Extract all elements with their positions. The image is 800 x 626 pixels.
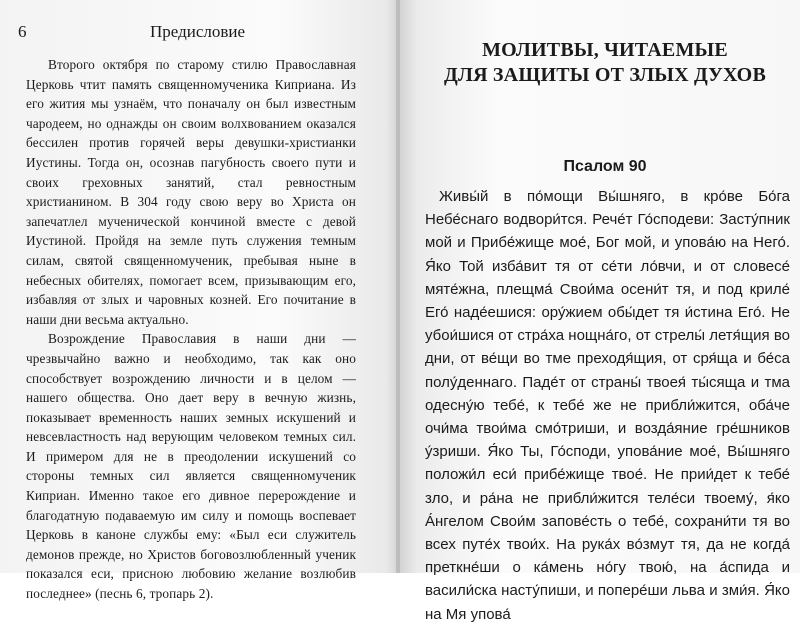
section-title <box>410 38 800 88</box>
section-title-line: МОЛИТВЫ, ЧИТАЕМЫЕ <box>482 39 728 61</box>
section-title-line: ДЛЯ ЗАЩИТЫ ОТ ЗЛЫХ ДУХОВ <box>444 64 766 86</box>
preface-paragraph: Возрождение Православия в наши дни — чрезвычайно важно и необходимо, так как оно способствует возрождению личности и в целом — нашего общества. Оно дает веру в вечную жизнь, показывает временность наших земных искушений и невсевластность над верующим человеком темных сил. И примером для не в преодолении искушений со стороны темных сил является священномученик Киприан. Именно такое его дивное перерождение и благодатную подаваемую им силу и помощь воспевает Церковь в каноне службы ему: «Был еси служитель демонов прежде, но Христов боговозлюбленный ученик показался еси, присною любовию желание возлюбив последнее» (песнь 6, тропарь 2). <box>26 331 356 602</box>
preface-paragraph: Второго октября по старому стилю Православная Церковь чтит память священномученика Киприана. Из его жития мы узнаём, что поначалу он был известным чародеем, но однажды он своим волхвованием оказался бессилен против горячей веры девушки-христианки Иустины. Тогда он, осознав пагубность своего пути и своих греховных занятий, стал ревностным христианином. В 304 году свою веру во Христа он запечатлел мученической кончиной вместе с девой Иустиной. Пройдя на земле путь служения темным силам, святой священномученик, пребывая ныне в небесных обителях, помогает всем, призывающим его, избавляя от злых и чаровных козней. Его почитание в наши дни весьма актуально. <box>26 57 356 327</box>
running-head: Предисловие <box>150 22 246 41</box>
book-gutter <box>396 0 400 573</box>
psalm-text: Живы́й в по́мощи Вы́шняго, в кро́ве Бо́га Небе́снаго водвори́тся. Рече́т Го́сподеви: Засту́пник мой и Прибе́жище мое́, Бог мой, и упова́ю на Него́. Я́ко Той изба́вит тя от се́ти ло́вчи, и от словесе́ мяте́жна, плещма́ Свои́ма осени́т тя, и под криле́ Его́ наде́ешися: ору́жием обы́дет тя и́стина Его́. Не убои́шися от стра́ха нощна́го, от стрелы́ летя́щия во дни, от ве́щи во тме преходя́щия, от сря́ща и бе́са полу́деннаго. Паде́т от страны́ твоея́ ты́сяща и тма одесну́ю тебе́, к тебе́ же не прибли́жится, оба́че очи́ма твои́ма смо́триши, и возда́яние гре́шников у́зриши. Я́ко Ты, Го́споди, упова́ние мое́, Вы́шняго положи́л еси́ прибе́жище твое́. Не прии́дет к тебе́ зло, и ра́на не прибли́жится теле́си твоему́, я́ко А́нгелом Свои́м запове́сть о тебе́, сохрани́ти тя во всех путе́х твои́х. На рука́х во́змут тя, да не когда́ преткне́ши о ка́мень но́гу твою́, на а́спида и васили́ска насту́пиши, и попере́ши льва и зми́я. Я́ко на Мя упова́ <box>425 188 790 623</box>
psalm-title: Псалом 90 <box>563 158 647 175</box>
page-number: 6 <box>18 22 27 41</box>
preface-text <box>26 55 356 604</box>
